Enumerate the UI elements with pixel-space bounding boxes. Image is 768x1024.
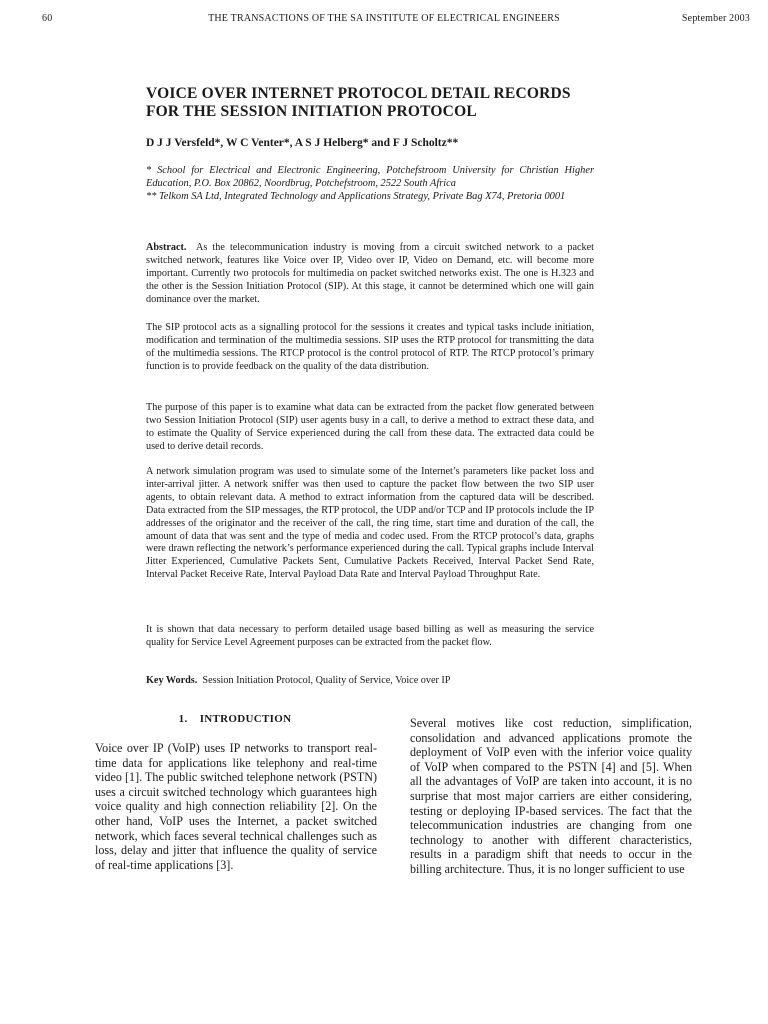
abstract-paragraph-2: The SIP protocol acts as a signalling protocol for the sessions it creates and typical tasks include initiation, modification and termination of the multimedia sessions. SIP uses the RTP protocol for transmitting the data of the multimedia sessions. The RTCP protocol is the control protocol of RTP. The RTCP protocol’s primary function is to provide feedback on the quality of the data distribution. (146, 322, 594, 372)
intro-left-column: Voice over IP (VoIP) uses IP networks to transport real-time data for applications like telephony and real-time video [1]. The public switched telephone network (PSTN) uses a circuit switched technology which guarantees high voice quality and high connection reliability [2]. On the other hand, VoIP uses the Internet, a packet switched network, which faces several technical challenges such as loss, delay and jitter that influence the quality of service of real-time applications [3]. (95, 741, 377, 872)
intro-right-column: Several motives like cost reduction, simplification, consolidation and advanced applications promote the deployment of VoIP even with the inferior voice quality of VoIP when compared to the PSTN [4] and [5]. When all the advantages of VoIP are taken into account, it is no surprise that most major carriers are either considering, testing or deploying IP-based services. The fact that the telecommunication industries are changing from one technology to another with different characteristics, results in a paradigm shift that needs to occur in the billing architecture. Thus, it is no longer sufficient to use (410, 716, 692, 876)
affiliation-2: ** Telkom SA Ltd, Integrated Technology and Applications Strategy, Private Bag X74, Pretoria 0001 (146, 191, 566, 202)
paper-title-line-1: VOICE OVER INTERNET PROTOCOL DETAIL RECORDS (146, 85, 571, 102)
issue-date: September 2003 (681, 13, 750, 24)
keywords-text: Session Initiation Protocol, Quality of Service, Voice over IP (202, 675, 451, 686)
author-list: D J J Versfeld*, W C Venter*, A S J Helberg* and F J Scholtz** (146, 137, 459, 149)
keywords (146, 675, 594, 688)
section-heading-introduction: 1. INTRODUCTION (178, 713, 292, 725)
abstract-paragraph-5: It is shown that data necessary to perform detailed usage based billing as well as measuring the service quality for Service Level Agreement purposes can be extracted from the packet flow. (146, 624, 594, 648)
paper-title-line-2: FOR THE SESSION INITIATION PROTOCOL (146, 103, 477, 120)
affiliation-1: * School for Electrical and Electronic Engineering, Potchefstroom University for Christian Higher Education, P.O. Box 20862, Noordbrug, Potchefstroom, 2522 South Africa (146, 165, 594, 189)
paper-title (146, 85, 616, 121)
abstract-text-1: As the telecommunication industry is moving from a circuit switched network to a packet switched network, features like Voice over IP, Video over IP, Video on Demand, etc. will become more important. Currently two protocols for multimedia on packet switched networks exist. The one is H.323 and the other is the Session Initiation Protocol (SIP). At this stage, it cannot be determined which one will gain dominance over the market. (146, 242, 595, 305)
page-number: 60 (42, 13, 53, 24)
keywords-label: Key Words. (146, 675, 198, 686)
abstract-label: Abstract. (146, 242, 187, 253)
abstract-paragraph-4: A network simulation program was used to simulate some of the Internet’s parameters like packet loss and inter-arrival jitter. A network sniffer was then used to capture the packet flow between the two SIP user agents, to obtain relevant data. A method to extract information from the captured data will be described. Data extracted from the SIP messages, the RTP protocol, the UDP and/or TCP and IP protocols include the IP addresses of the originator and the receiver of the call, the ring time, start time and duration of the call, the amount of data that was sent and the type of media and codec used. From the RTCP protocol’s data, graphs were drawn reflecting the network’s performance experienced during the call. Typical graphs include Interval Jitter Experienced, Cumulative Packets Sent, Cumulative Packets Received, Interval Packet Send Rate, Interval Packet Receive Rate, Interval Payload Data Rate and Interval Payload Throughput Rate. (146, 466, 594, 581)
journal-header: THE TRANSACTIONS OF THE SA INSTITUTE OF ELECTRICAL ENGINEERS (208, 13, 560, 24)
abstract-paragraph-3: The purpose of this paper is to examine what data can be extracted from the packet flow generated between two Session Initiation Protocol (SIP) user agents busy in a call, to derive a method to extract these data, and to estimate the Quality of Service experienced during the call from these data. The extracted data could be used to derive detail records. (146, 402, 594, 452)
abstract-paragraph-1 (146, 242, 594, 307)
